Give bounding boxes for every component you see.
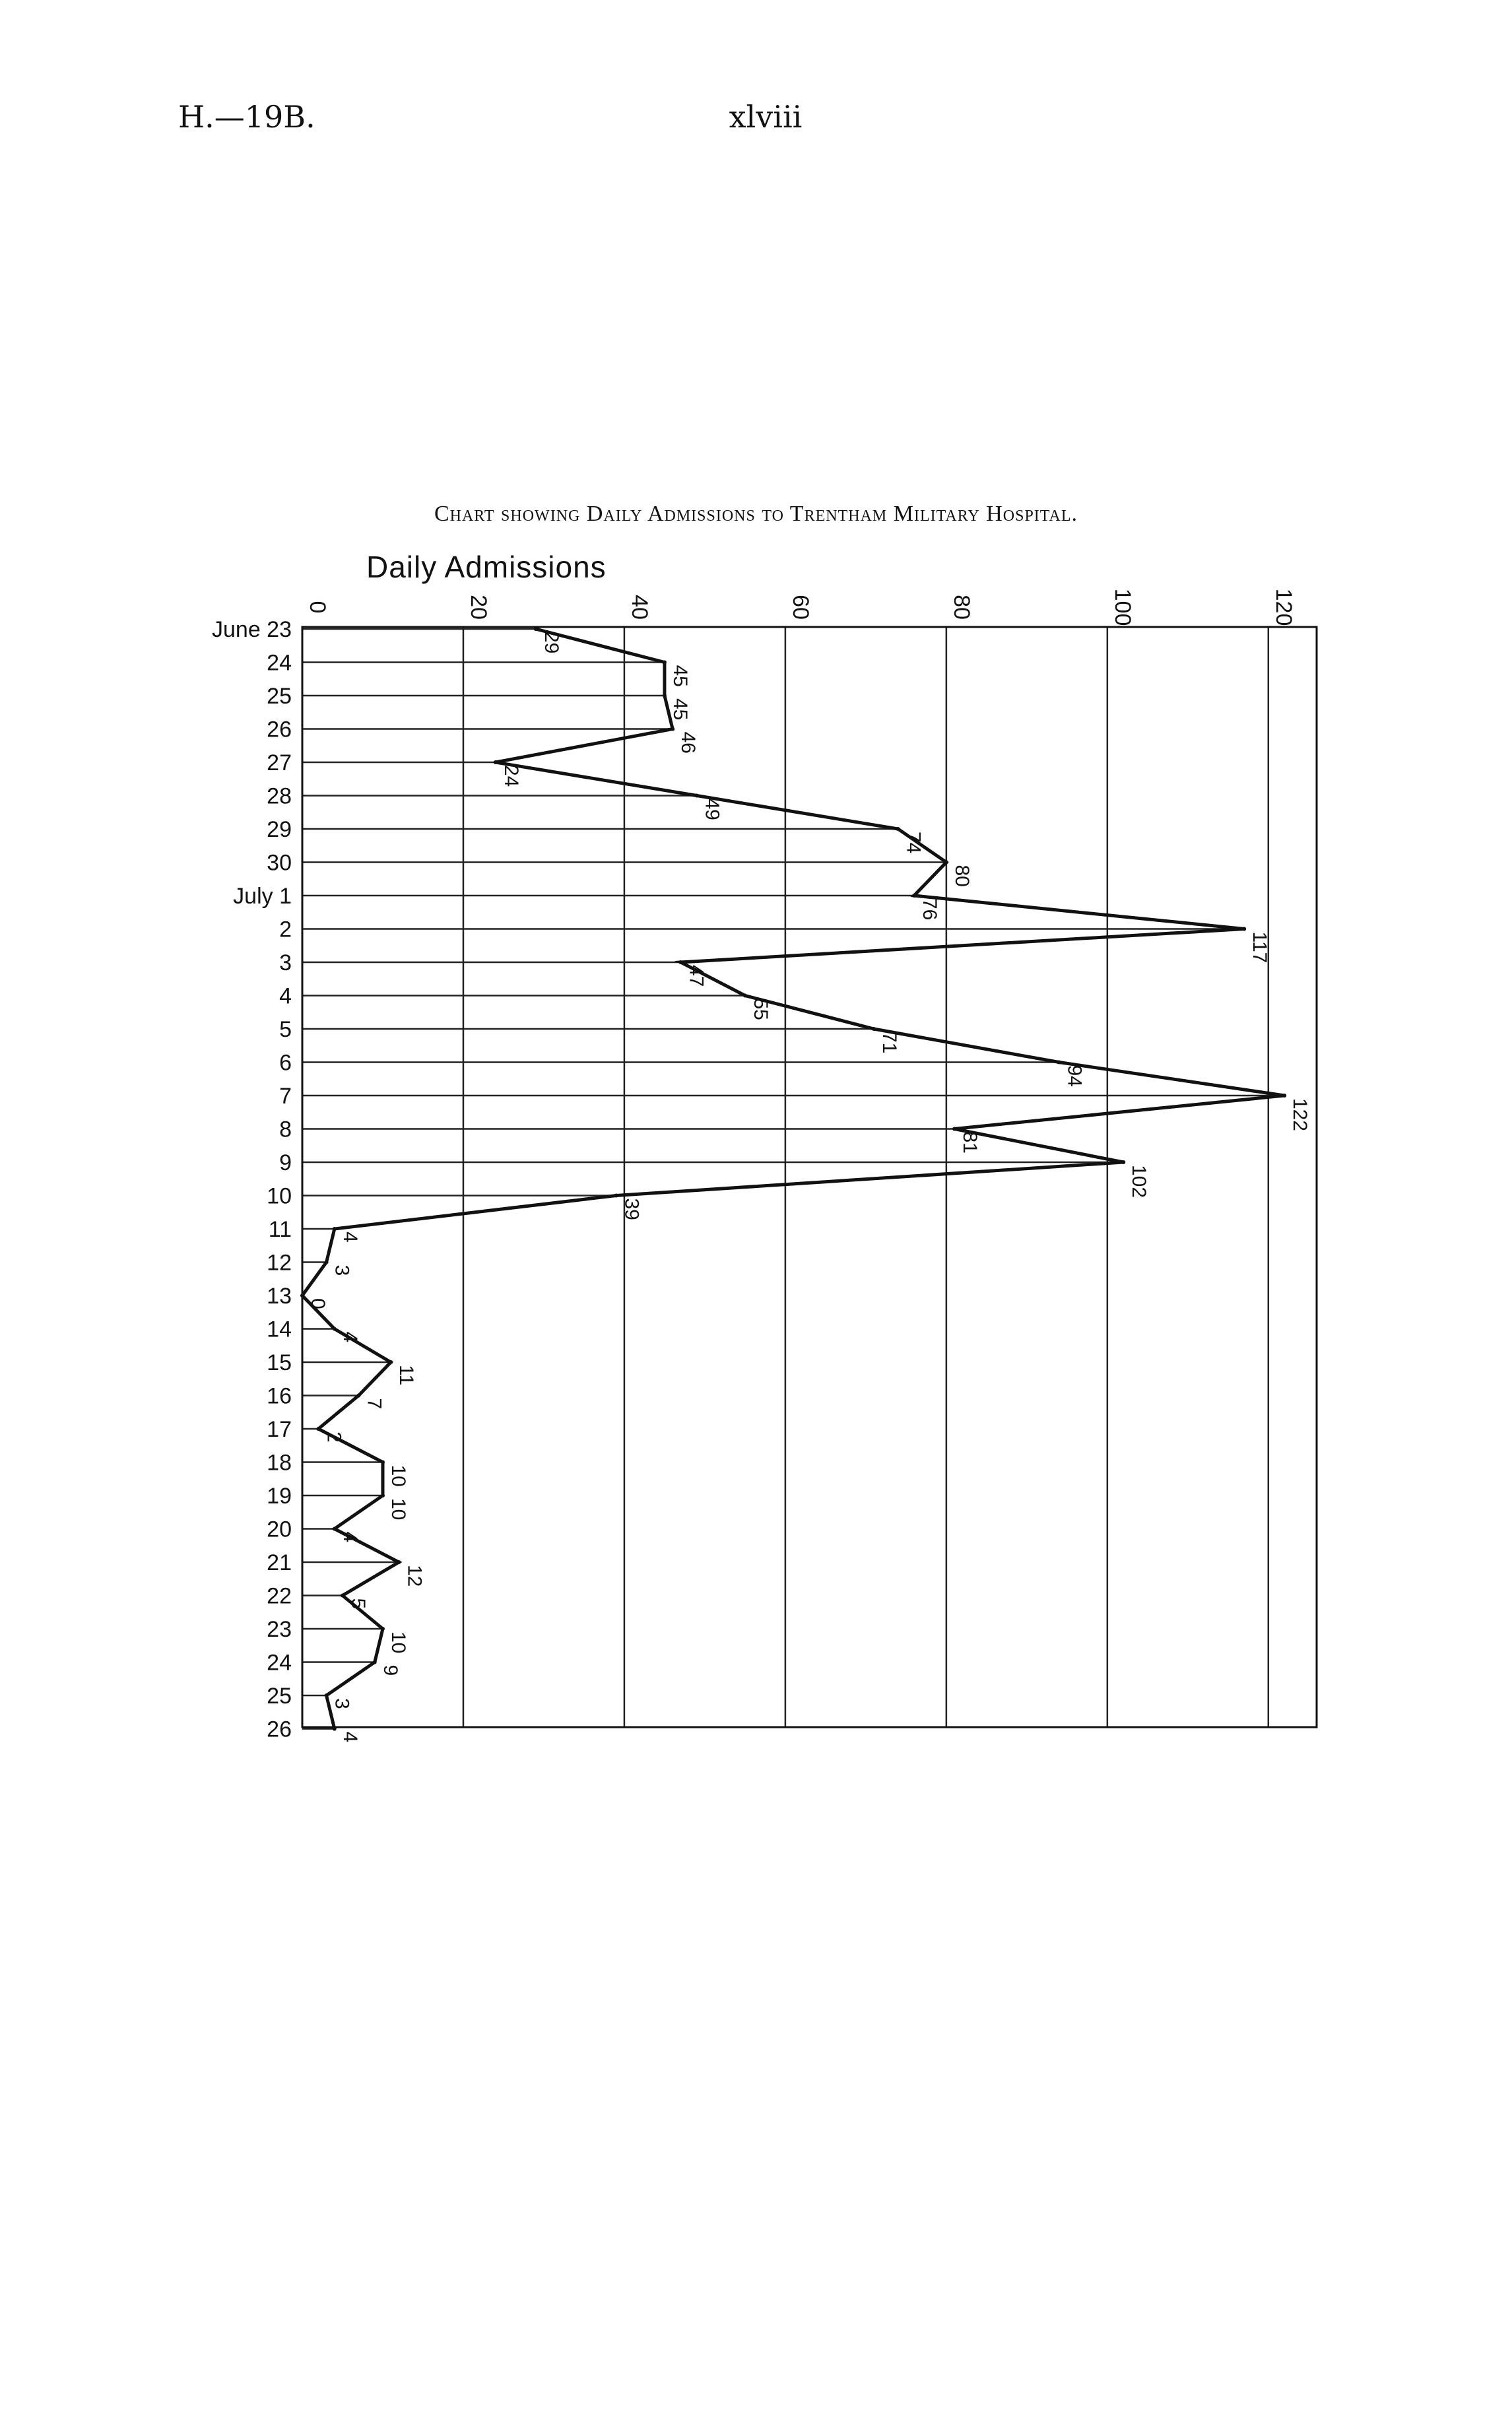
- data-point: [695, 794, 699, 798]
- plot-border: [302, 627, 1317, 1727]
- data-label: 4: [339, 1731, 361, 1743]
- page-number: xlviii: [729, 99, 803, 135]
- date-axis-ticks: [212, 617, 292, 1742]
- data-point: [325, 1693, 329, 1697]
- date-tick-label: 6: [279, 1050, 292, 1076]
- data-label: 49: [701, 798, 723, 820]
- data-label: 74: [902, 832, 925, 854]
- data-point: [397, 1560, 401, 1564]
- data-label: 80: [950, 865, 973, 887]
- data-label: 3: [331, 1698, 353, 1709]
- data-point: [1282, 1094, 1286, 1098]
- date-tick-label: 16: [267, 1383, 292, 1409]
- date-tick-label: 26: [267, 1717, 292, 1742]
- date-tick-label: 24: [267, 650, 292, 676]
- value-tick-label: 100: [1109, 588, 1135, 626]
- data-label: 10: [387, 1464, 409, 1487]
- date-tick-label: 14: [267, 1317, 292, 1342]
- date-tick-label: 7: [279, 1084, 292, 1109]
- data-label: 7: [363, 1398, 385, 1410]
- data-point: [614, 1194, 618, 1198]
- data-point: [341, 1594, 345, 1598]
- value-tick-label: 40: [626, 595, 652, 620]
- date-tick-label: 24: [267, 1650, 292, 1676]
- date-tick-label: 29: [267, 817, 292, 842]
- data-point: [534, 627, 538, 631]
- data-label: 10: [387, 1631, 409, 1654]
- data-point: [678, 960, 682, 964]
- data-point: [494, 760, 498, 764]
- data-point: [316, 1427, 320, 1431]
- data-label: 9: [379, 1664, 401, 1676]
- data-point: [944, 861, 948, 865]
- value-axis-ticks: [305, 589, 1296, 626]
- data-point: [356, 1394, 360, 1398]
- data-point: [333, 1527, 337, 1531]
- data-point: [1242, 927, 1246, 931]
- data-label: 45: [669, 665, 691, 687]
- data-label: 46: [677, 731, 700, 754]
- data-label: 117: [1249, 931, 1271, 964]
- data-point: [389, 1360, 393, 1364]
- chart-title: Chart showing Daily Admissions to Trentham Military Hospital.: [434, 502, 1078, 526]
- date-tick-label: 9: [279, 1150, 292, 1175]
- date-tick-label: June 23: [212, 617, 292, 642]
- data-label: 102: [1128, 1165, 1150, 1199]
- data-label: 4: [339, 1232, 361, 1243]
- value-tick-label: 0: [305, 601, 330, 614]
- date-tick-label: 15: [267, 1350, 292, 1375]
- data-point: [333, 1227, 337, 1231]
- data-label: 81: [959, 1131, 981, 1154]
- data-point: [663, 661, 667, 665]
- date-tick-label: 20: [267, 1517, 292, 1542]
- data-label: 55: [749, 998, 772, 1020]
- date-tick-label: July 1: [233, 884, 292, 909]
- data-label: 94: [1063, 1065, 1086, 1087]
- data-label: 12: [403, 1565, 426, 1587]
- data-label: 29: [540, 632, 562, 654]
- data-point: [1121, 1160, 1125, 1164]
- data-label: 2: [323, 1431, 345, 1443]
- value-tick-label: 120: [1270, 588, 1296, 626]
- value-axis-title: Daily Admissions: [366, 550, 607, 584]
- data-label: 4: [339, 1531, 361, 1543]
- date-tick-label: 17: [267, 1417, 292, 1442]
- date-tick-label: 3: [279, 950, 292, 975]
- date-tick-label: 4: [279, 983, 292, 1009]
- date-tick-label: 11: [268, 1217, 292, 1242]
- data-point: [912, 894, 916, 898]
- report-reference: H.—19B.: [178, 99, 315, 135]
- date-tick-label: 22: [267, 1583, 292, 1609]
- data-point: [743, 994, 747, 998]
- page-header: [0, 99, 1512, 152]
- data-point: [333, 1727, 337, 1731]
- value-tick-label: 20: [465, 595, 491, 620]
- data-label: 76: [919, 898, 941, 921]
- data-label: 47: [685, 965, 707, 987]
- date-tick-label: 28: [267, 783, 292, 809]
- data-point: [872, 1027, 876, 1031]
- data-label: 39: [620, 1198, 643, 1220]
- data-label: 45: [669, 698, 691, 721]
- data-point: [381, 1461, 385, 1464]
- data-label: 0: [307, 1298, 329, 1309]
- date-tick-label: 5: [279, 1017, 292, 1042]
- data-labels: [307, 632, 1311, 1742]
- data-label: 4: [339, 1331, 361, 1343]
- data-point: [381, 1494, 385, 1497]
- value-tick-label: 80: [948, 595, 974, 620]
- data-label: 3: [331, 1265, 353, 1276]
- date-tick-label: 13: [267, 1284, 292, 1309]
- value-tick-label: 60: [787, 595, 813, 620]
- data-point: [373, 1660, 377, 1664]
- date-tick-label: 27: [267, 750, 292, 775]
- data-label: 5: [346, 1598, 369, 1610]
- data-point: [325, 1261, 329, 1265]
- data-label: 71: [878, 1032, 901, 1054]
- data-label: 11: [395, 1365, 418, 1386]
- date-tick-label: 25: [267, 1684, 292, 1709]
- data-point: [333, 1327, 337, 1331]
- plot-frame: [302, 627, 1317, 1727]
- date-tick-label: 8: [279, 1117, 292, 1142]
- date-tick-label: 30: [267, 850, 292, 876]
- admissions-chart: [0, 541, 1512, 1795]
- data-label: 122: [1289, 1098, 1311, 1132]
- date-tick-label: 12: [267, 1250, 292, 1276]
- date-tick-label: 21: [267, 1550, 292, 1575]
- data-point: [896, 827, 900, 831]
- date-tick-label: 2: [279, 917, 292, 942]
- data-point: [671, 727, 674, 731]
- data-point: [381, 1627, 385, 1631]
- date-tick-label: 18: [267, 1450, 292, 1476]
- date-tick-label: 25: [267, 684, 292, 709]
- data-label: 24: [500, 765, 522, 787]
- data-point: [663, 694, 667, 698]
- date-tick-label: 23: [267, 1617, 292, 1642]
- date-tick-label: 19: [267, 1484, 292, 1509]
- data-point: [300, 1294, 304, 1298]
- data-label: 10: [387, 1498, 409, 1521]
- data-point: [952, 1127, 956, 1131]
- date-tick-label: 10: [267, 1183, 292, 1209]
- data-point: [1057, 1061, 1061, 1065]
- date-tick-label: 26: [267, 717, 292, 742]
